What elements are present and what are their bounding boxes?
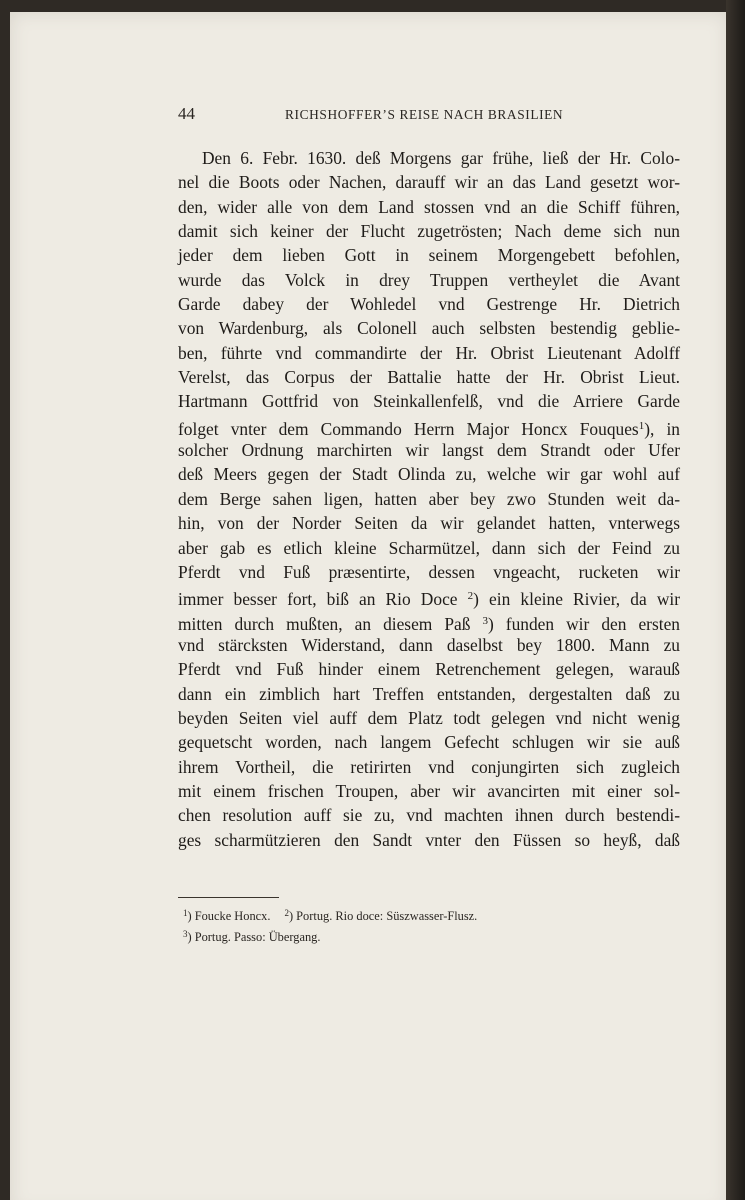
- footnotes: [183, 904, 663, 946]
- text-line: nel die Boots oder Nachen, darauff wir an das Land gesetzt wor-: [178, 172, 680, 193]
- text-line: wurde das Volck in drey Truppen vertheylet die Avant: [178, 269, 680, 290]
- page-number: 44: [178, 104, 195, 123]
- text-line: mit einem frischen Troupen, aber wir avancirten mit einer sol-: [178, 780, 680, 801]
- text-fragment: immer besser fort, biß an Rio Doce: [178, 589, 458, 610]
- text-line: damit sich keiner der Flucht zugetrösten; Nach deme sich nun: [178, 221, 680, 242]
- body-text: [178, 146, 680, 852]
- text-fragment: mitten durch mußten, an diesem Paß: [178, 613, 471, 634]
- text-line: beyden Seiten viel auff dem Platz todt gelegen vnd nicht wenig: [178, 707, 680, 728]
- text-line: Pferdt vnd Fuß hinder einem Retrenchement gelegen, warauß: [178, 659, 680, 680]
- footnote-line-1: [183, 904, 663, 925]
- footnote-mark-3: 3: [183, 929, 188, 939]
- footnote-divider: [178, 897, 279, 898]
- text-fragment: ), in: [644, 418, 681, 439]
- text-line: ben, führte vnd commandirte der Hr. Obrist Lieutenant Adolff: [178, 342, 680, 363]
- text-line: Verelst, das Corpus der Battalie hatte der Hr. Obrist Lieut.: [178, 367, 680, 388]
- text-line: dem Berge sahen ligen, hatten aber bey zwo Stunden weit da-: [178, 488, 680, 509]
- text-line-with-footnote-3: [178, 609, 680, 633]
- text-line: gequetscht worden, nach langem Gefecht schlugen wir sie auß: [178, 732, 680, 753]
- text-line-with-footnote-1: [178, 414, 680, 438]
- text-line: Den 6. Febr. 1630. deß Morgens gar frühe, ließ der Hr. Colo-: [202, 148, 680, 168]
- footnote-line-2: [183, 925, 663, 946]
- footnote-text-2: ) Portug. Rio doce: Süszwasser-Flusz.: [288, 909, 478, 923]
- text-line: chen resolution auff sie zu, vnd machten ihnen durch bestendi-: [178, 805, 680, 826]
- text-line: Garde dabey der Wohledel vnd Gestrenge Hr. Dietrich: [178, 294, 680, 315]
- text-fragment: ) funden wir den ersten: [487, 613, 680, 634]
- footnote-mark-1: 1: [183, 908, 188, 918]
- text-line: ihrem Vortheil, die retirirten vnd conjungirten sich zugleich: [178, 756, 680, 777]
- text-line: dann ein zimblich hart Treffen entstanden, dergestalten daß zu: [178, 683, 680, 704]
- footnote-text-1: ) Foucke Honcx.: [187, 909, 271, 923]
- text-line: Hartmann Gottfrid von Steinkallenfelß, vnd die Arriere Garde: [178, 391, 680, 412]
- text-line: hin, von der Norder Seiten da wir gelandet hatten, vnterwegs: [178, 513, 680, 534]
- text-line-with-footnote-2: [178, 584, 680, 608]
- text-line: jeder dem lieben Gott in seinem Morgengebett befohlen,: [178, 245, 680, 266]
- text-line: den, wider alle von dem Land stossen vnd an die Schiff führen,: [178, 196, 680, 217]
- text-line: aber gab es etlich kleine Scharmützel, dann sich der Feind zu: [178, 537, 680, 558]
- text-fragment: ) ein kleine Rivier, da wir: [473, 589, 680, 610]
- text-line: vnd stärcksten Widerstand, dann daselbst bey 1800. Mann zu: [178, 634, 680, 655]
- text-line: von Wardenburg, als Colonell auch selbsten bestendig geblie-: [178, 318, 680, 339]
- text-line: ges scharmützieren den Sandt vnter den Füssen so heyß, daß: [178, 829, 680, 850]
- footnote-text-3: ) Portug. Passo: Übergang.: [187, 930, 321, 944]
- page-header: [178, 104, 678, 128]
- running-head: RICHSHOFFER’S REISE NACH BRASILIEN: [285, 107, 564, 122]
- footnote-ref-3: 3: [482, 614, 488, 627]
- footnote-mark-2: 2: [284, 908, 289, 918]
- footnote-ref-2: 2: [467, 590, 474, 603]
- text-fragment: folget vnter dem Commando Herrn Major Honcx Fouques: [178, 418, 639, 439]
- text-line: Pferdt vnd Fuß præsentirte, dessen vngeacht, rucketen wir: [178, 561, 680, 582]
- text-line: deß Meers gegen der Stadt Olinda zu, welche wir gar wohl auf: [178, 464, 680, 485]
- footnote-ref-1: 1: [638, 419, 645, 432]
- text-line: solcher Ordnung marchirten wir langst dem Strandt oder Ufer: [178, 440, 680, 461]
- page-edge-shadow: [726, 0, 745, 1200]
